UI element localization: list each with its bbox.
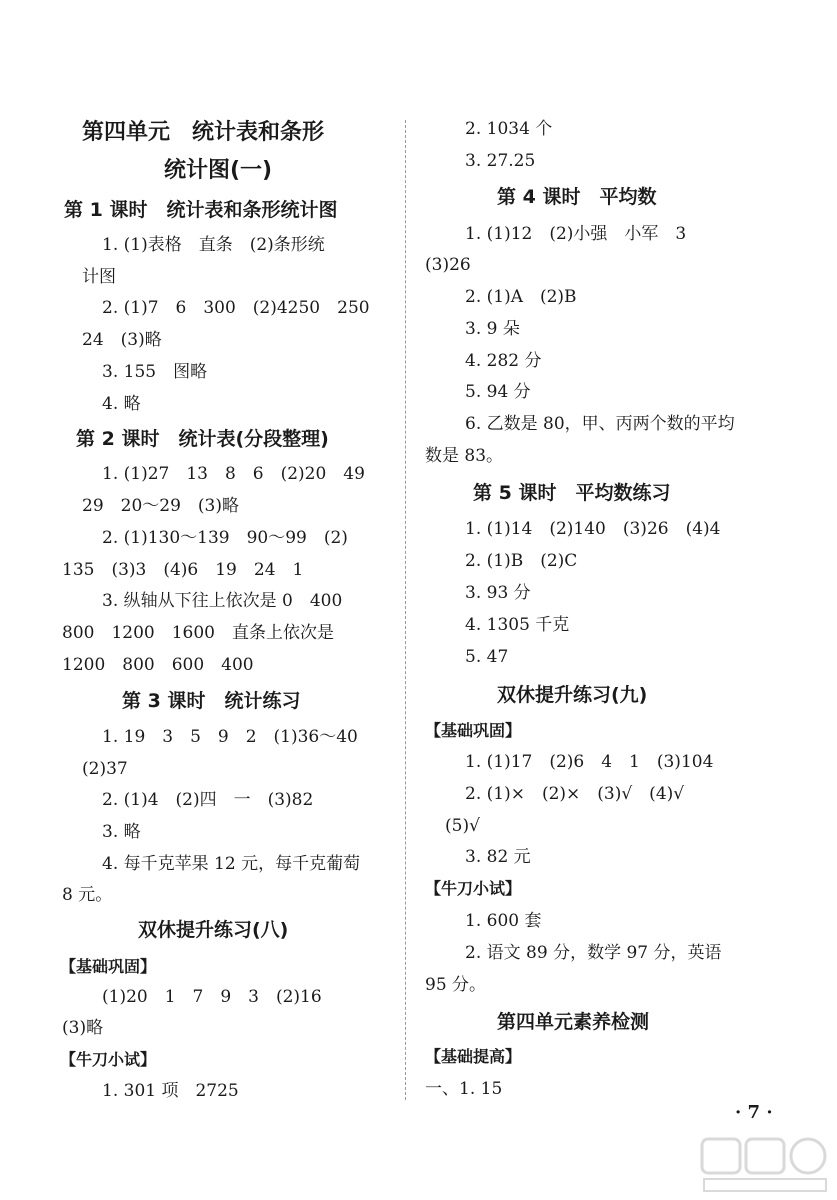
weekend-9-title: 双休提升练习(九) [497,684,648,706]
weekend-8-basic-1a: (1)20 1 7 9 3 (2)16 [102,987,322,1007]
lesson-4-answer-2: 2. (1)A (2)B [465,287,577,307]
unit-test-tag: 【基础提高】 [425,1047,522,1066]
column-divider [405,120,406,1100]
lesson-4-answer-1a: 1. (1)12 (2)小强 小军 3 [465,224,687,244]
carryover-answer-2: 2. 1034 个 [465,119,553,139]
weekend-9-basic-2b: (5)√ [445,816,480,836]
weekend-8-tag-trial: 【牛刀小试】 [60,1050,157,1069]
lesson-1-answer-2a: 2. (1)7 6 300 (2)4250 250 [102,298,370,318]
lesson-2-answer-2a: 2. (1)130～139 90～99 (2) [102,528,348,548]
weekend-8-trial-1: 1. 301 项 2725 [102,1081,239,1101]
lesson-3-answer-3: 3. 略 [102,822,141,842]
weekend-8-basic-1b: (3)略 [62,1018,104,1038]
lesson-2-answer-1b: 29 20～29 (3)略 [82,496,239,516]
lesson-5-answer-5: 5. 47 [465,647,509,667]
lesson-2-answer-3a: 3. 纵轴从下往上依次是 0 400 [102,591,343,611]
lesson-4-answer-4: 4. 282 分 [465,351,542,371]
weekend-9-tag-basic: 【基础巩固】 [425,721,522,740]
lesson-3-answer-1a: 1. 19 3 5 9 2 (1)36～40 [102,727,358,747]
lesson-3-answer-1b: (2)37 [82,759,128,779]
weekend-8-title: 双休提升练习(八) [138,919,289,941]
lesson-3-title: 第 3 课时 统计练习 [122,690,301,712]
weekend-9-basic-3: 3. 82 元 [465,847,531,867]
lesson-4-answer-6b: 数是 83。 [425,446,504,466]
unit-title-line-2: 统计图(一) [164,158,273,183]
lesson-5-answer-4: 4. 1305 千克 [465,615,570,635]
lesson-5-answer-2: 2. (1)B (2)C [465,551,578,571]
lesson-5-answer-3: 3. 93 分 [465,583,531,603]
weekend-9-trial-2b: 95 分。 [425,975,487,995]
lesson-4-answer-5: 5. 94 分 [465,382,531,402]
lesson-2-answer-1a: 1. (1)27 13 8 6 (2)20 49 [102,464,365,484]
lesson-1-answer-2b: 24 (3)略 [82,330,162,350]
lesson-5-answer-1: 1. (1)14 (2)140 (3)26 (4)4 [465,519,721,539]
lesson-2-title: 第 2 课时 统计表(分段整理) [76,428,329,450]
lesson-1-answer-1a: 1. (1)表格 直条 (2)条形统 [102,235,325,255]
weekend-9-trial-1: 1. 600 套 [465,911,542,931]
watermark-logo [700,1135,830,1195]
weekend-8-tag-basic: 【基础巩固】 [60,957,157,976]
page-number: · 7 · [735,1102,773,1123]
lesson-3-answer-2: 2. (1)4 (2)四 一 (3)82 [102,790,314,810]
carryover-answer-3: 3. 27.25 [465,151,536,171]
weekend-9-trial-2a: 2. 语文 89 分，数学 97 分，英语 [465,943,722,963]
watermark-icon [700,1135,830,1195]
lesson-4-answer-1b: (3)26 [425,255,471,275]
lesson-5-title: 第 5 课时 平均数练习 [473,482,671,504]
lesson-2-answer-3b: 800 1200 1600 直条上依次是 [62,623,334,643]
lesson-1-answer-4: 4. 略 [102,394,141,414]
weekend-9-tag-trial: 【牛刀小试】 [425,879,522,898]
lesson-3-answer-4a: 4. 每千克苹果 12 元，每千克葡萄 [102,854,361,874]
unit-test-title: 第四单元素养检测 [497,1011,650,1033]
lesson-1-answer-3: 3. 155 图略 [102,362,208,382]
lesson-4-answer-6a: 6. 乙数是 80，甲、丙两个数的平均 [465,414,735,434]
lesson-2-answer-2b: 135 (3)3 (4)6 19 24 1 [62,560,304,580]
weekend-9-basic-2a: 2. (1)× (2)× (3)√ (4)√ [465,784,685,804]
weekend-9-basic-1: 1. (1)17 (2)6 4 1 (3)104 [465,752,714,772]
lesson-4-title: 第 4 课时 平均数 [497,186,657,208]
lesson-2-answer-3c: 1200 800 600 400 [62,655,254,675]
lesson-3-answer-4b: 8 元。 [62,885,113,905]
lesson-1-title: 第 1 课时 统计表和条形统计图 [64,199,338,221]
lesson-1-answer-1b: 计图 [82,267,116,287]
lesson-4-answer-3: 3. 9 朵 [465,319,520,339]
unit-test-answer-1: 一、1. 15 [425,1079,503,1099]
unit-title-line-1: 第四单元 统计表和条形 [82,120,325,145]
